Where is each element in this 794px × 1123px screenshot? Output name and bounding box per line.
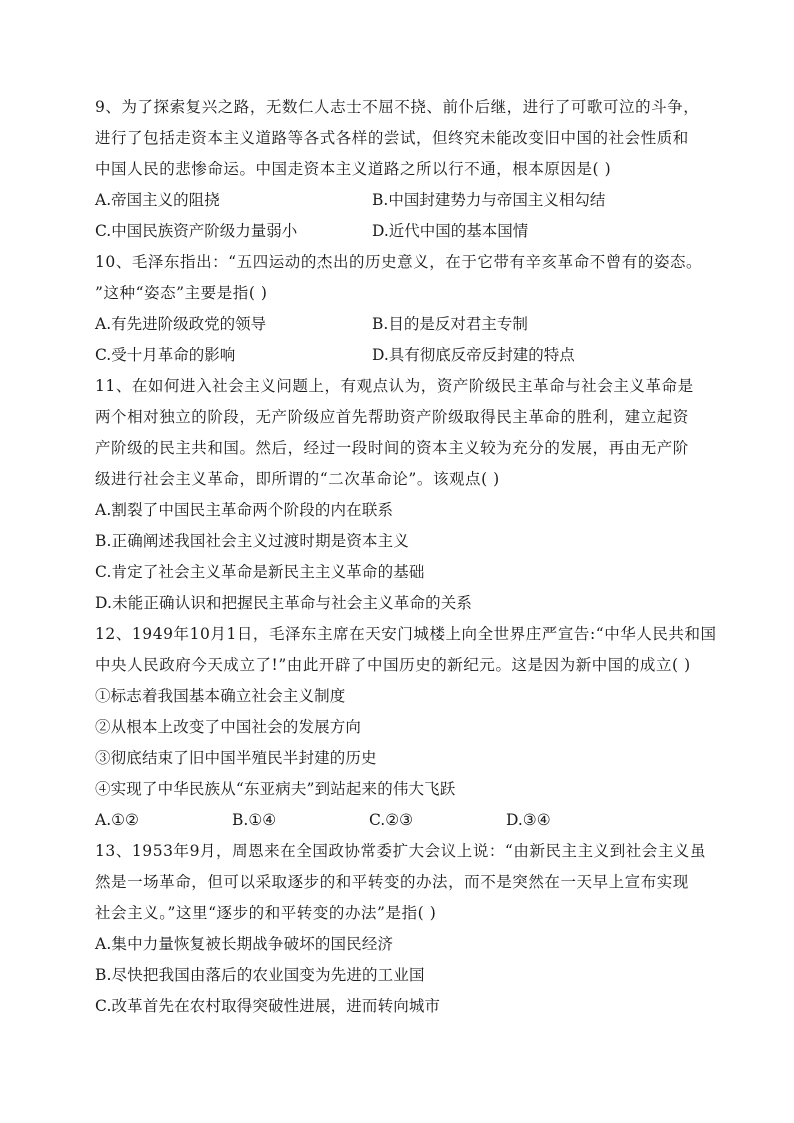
question-10-stem-line-1: 10、毛泽东指出：“五四运动的杰出的历史意义，在于它带有辛亥革命不曾有的姿态。 bbox=[95, 253, 703, 271]
question-9-options-row-2 bbox=[95, 216, 705, 247]
question-12-option-c: C.②③ bbox=[369, 811, 414, 829]
exam-page bbox=[95, 92, 717, 1022]
question-12 bbox=[95, 619, 717, 836]
question-9 bbox=[95, 92, 705, 247]
question-12-statement-3: ③彻底结束了旧中国半殖民半封建的历史 bbox=[95, 749, 377, 767]
question-12-statement-1: ①标志着我国基本确立社会主义制度 bbox=[95, 687, 346, 705]
question-13-stem-line-1: 13、1953年9月，周恩来在全国政协常委扩大会议上说：“由新民主主义到社会主义虽 bbox=[95, 842, 707, 860]
question-10-option-b: B.目的是反对君主专制 bbox=[372, 315, 528, 333]
question-12-option-b: B.①④ bbox=[232, 811, 277, 829]
question-9-option-a: A.帝国主义的阻挠 bbox=[95, 191, 220, 209]
question-11-option-a: A.割裂了中国民主革命两个阶段的内在联系 bbox=[95, 501, 394, 519]
question-13-option-c: C.改革首先在农村取得突破性进展，进而转向城市 bbox=[95, 997, 441, 1015]
question-10-options-row-2 bbox=[95, 340, 705, 371]
question-12-option-d: D.③④ bbox=[506, 811, 551, 829]
question-13-option-a: A.集中力量恢复被长期战争破坏的国民经济 bbox=[95, 935, 394, 953]
question-11-stem-line-2: 两个相对独立的阶段，无产阶级应首先帮助资产阶级取得民主革命的胜利，建立起资 bbox=[95, 408, 689, 426]
question-11 bbox=[95, 371, 705, 619]
question-9-options-row-1 bbox=[95, 185, 705, 216]
question-12-options-row bbox=[95, 805, 705, 836]
question-11-stem-line-1: 11、在如何进入社会主义问题上，有观点认为，资产阶级民主革命与社会主义革命是 bbox=[95, 377, 694, 395]
question-12-statement-2: ②从根本上改变了中国社会的发展方向 bbox=[95, 718, 362, 736]
question-9-stem-line-1: 9、为了探索复兴之路，无数仁人志士不屈不挠、前仆后继，进行了可歌可泣的斗争， bbox=[95, 98, 700, 116]
question-13-option-b: B.尽快把我国由落后的农业国变为先进的工业国 bbox=[95, 966, 425, 984]
question-9-stem-line-2: 进行了包括走资本主义道路等各式各样的尝试，但终究未能改变旧中国的社会性质和 bbox=[95, 129, 689, 147]
question-10-option-d: D.具有彻底反帝反封建的特点 bbox=[372, 346, 575, 364]
question-10-option-a: A.有先进阶级政党的领导 bbox=[95, 315, 267, 333]
question-11-stem-line-3: 产阶级的民主共和国。然后，经过一段时间的资本主义较为充分的发展，再由无产阶 bbox=[95, 439, 689, 457]
question-10-options-row-1 bbox=[95, 309, 705, 340]
question-9-stem-line-3: 中国人民的悲惨命运。中国走资本主义道路之所以行不通，根本原因是( ) bbox=[95, 160, 612, 178]
question-11-option-c: C.肯定了社会主义革命是新民主主义革命的基础 bbox=[95, 563, 425, 581]
question-12-stem-line-2: 中央人民政府今天成立了!”由此开辟了中国历史的新纪元。这是因为新中国的成立( ) bbox=[95, 656, 691, 674]
question-12-stem-line-1: 12、1949年10月1日，毛泽东主席在天安门城楼上向全世界庄严宣告:“中华人民共和国 bbox=[95, 625, 717, 643]
question-11-stem-line-4: 级进行社会主义革命，即所谓的“二次革命论”。该观点( ) bbox=[95, 470, 500, 488]
question-11-option-d: D.未能正确认识和把握民主革命与社会主义革命的关系 bbox=[95, 594, 473, 612]
question-9-option-d: D.近代中国的基本国情 bbox=[372, 222, 529, 240]
question-10 bbox=[95, 247, 705, 371]
question-13-stem-line-2: 然是一场革命，但可以采取逐步的和平转变的办法，而不是突然在一天早上宣布实现 bbox=[95, 873, 689, 891]
question-10-stem-line-2: ”这种“姿态”主要是指( ) bbox=[95, 284, 268, 302]
question-12-option-a: A.①② bbox=[95, 811, 139, 829]
question-9-option-c: C.中国民族资产阶级力量弱小 bbox=[95, 222, 298, 240]
question-11-option-b: B.正确阐述我国社会主义过渡时期是资本主义 bbox=[95, 532, 409, 550]
question-9-option-b: B.中国封建势力与帝国主义相勾结 bbox=[372, 191, 606, 209]
question-13-stem-line-3: 社会主义。”这里“逐步的和平转变的办法”是指( ) bbox=[95, 904, 437, 922]
question-13 bbox=[95, 836, 705, 1022]
question-10-option-c: C.受十月革命的影响 bbox=[95, 346, 236, 364]
question-12-statement-4: ④实现了中华民族从“东亚病夫”到站起来的伟大飞跃 bbox=[95, 780, 456, 798]
